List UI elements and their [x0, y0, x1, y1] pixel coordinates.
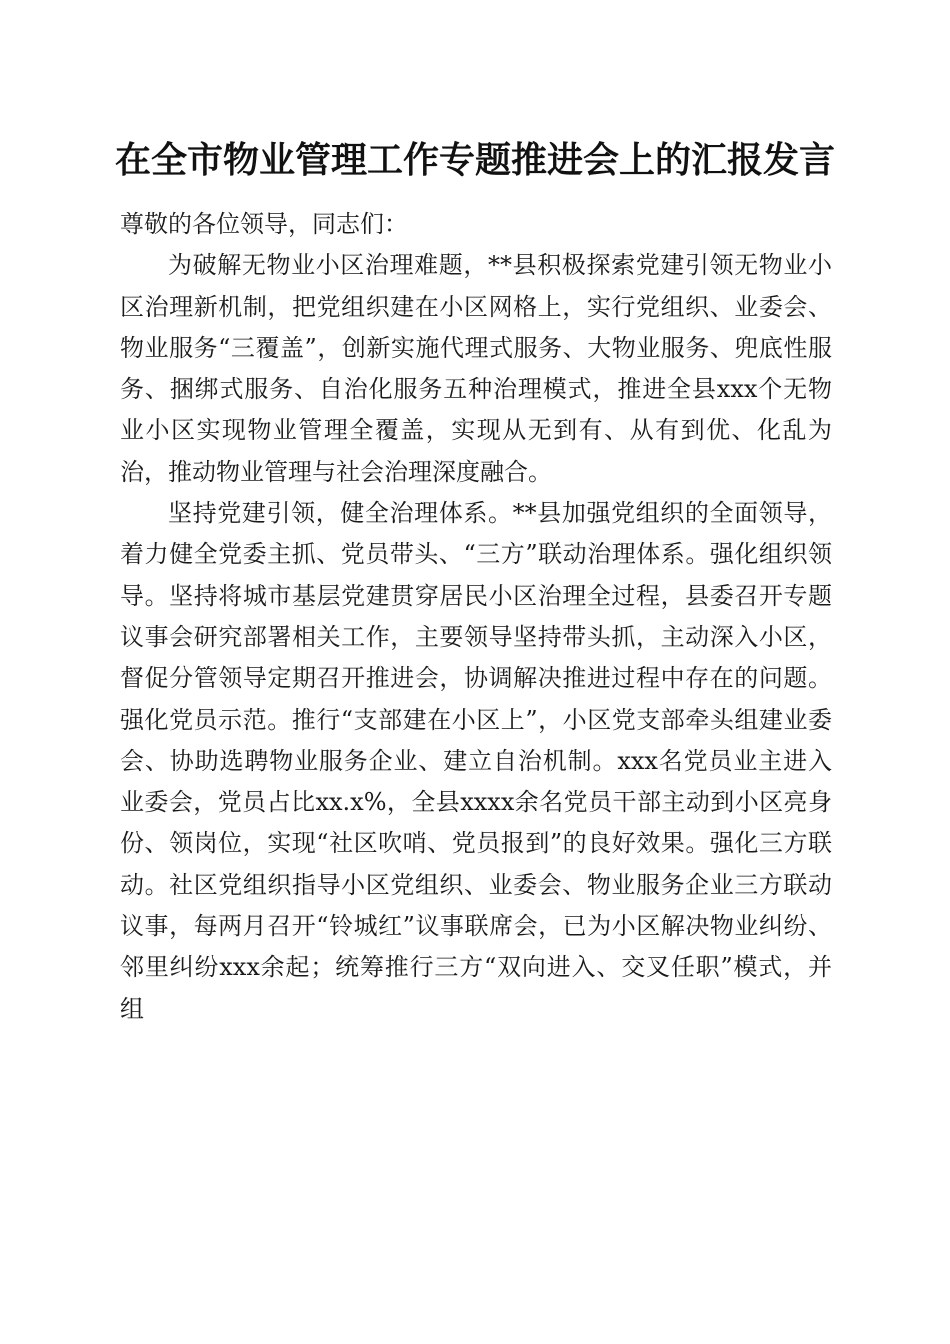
salutation: 尊敬的各位领导，同志们：: [120, 210, 408, 238]
paragraph-intro: 为破解无物业小区治理难题，**县积极探索党建引领无物业小区治理新机制，把党组织建在小区网格上，实行党组织、业委会、物业服务“三覆盖”，创新实施代理式服务、大物业服务、兜底性服务、捆绑式服务、自治化服务五种治理模式，推进全县xxx个无物业小区实现物业管理全覆盖，实现从无到有、从有到优、化乱为治，推动物业管理与社会治理深度融合。: [120, 251, 832, 486]
document-body: [120, 204, 832, 1030]
document-title: 在全市物业管理工作专题推进会上的汇报发言: [114, 139, 835, 181]
paragraph-party-leadership: 坚持党建引领，健全治理体系。**县加强党组织的全面领导，着力健全党委主抓、党员带头、“三方”联动治理体系。强化组织领导。坚持将城市基层党建贯穿居民小区治理全过程，县委召开专题议事会研究部署相关工作，主要领导坚持带头抓，主动深入小区，督促分管领导定期召开推进会，协调解决推进过程中存在的问题。强化党员示范。推行“支部建在小区上”，小区党支部牵头组建业委会、协助选聘物业服务企业、建立自治机制。xxx名党员业主进入业委会，党员占比xx.x%，全县xxxx余名党员干部主动到小区亮身份、领岗位，实现“社区吹哨、党员报到”的良好效果。强化三方联动。社区党组织指导小区党组织、业委会、物业服务企业三方联动议事，每两月召开“铃城红”议事联席会，已为小区解决物业纠纷、邻里纠纷xxx余起；统筹推行三方“双向进入、交叉任职”模式，并组: [120, 499, 832, 1023]
